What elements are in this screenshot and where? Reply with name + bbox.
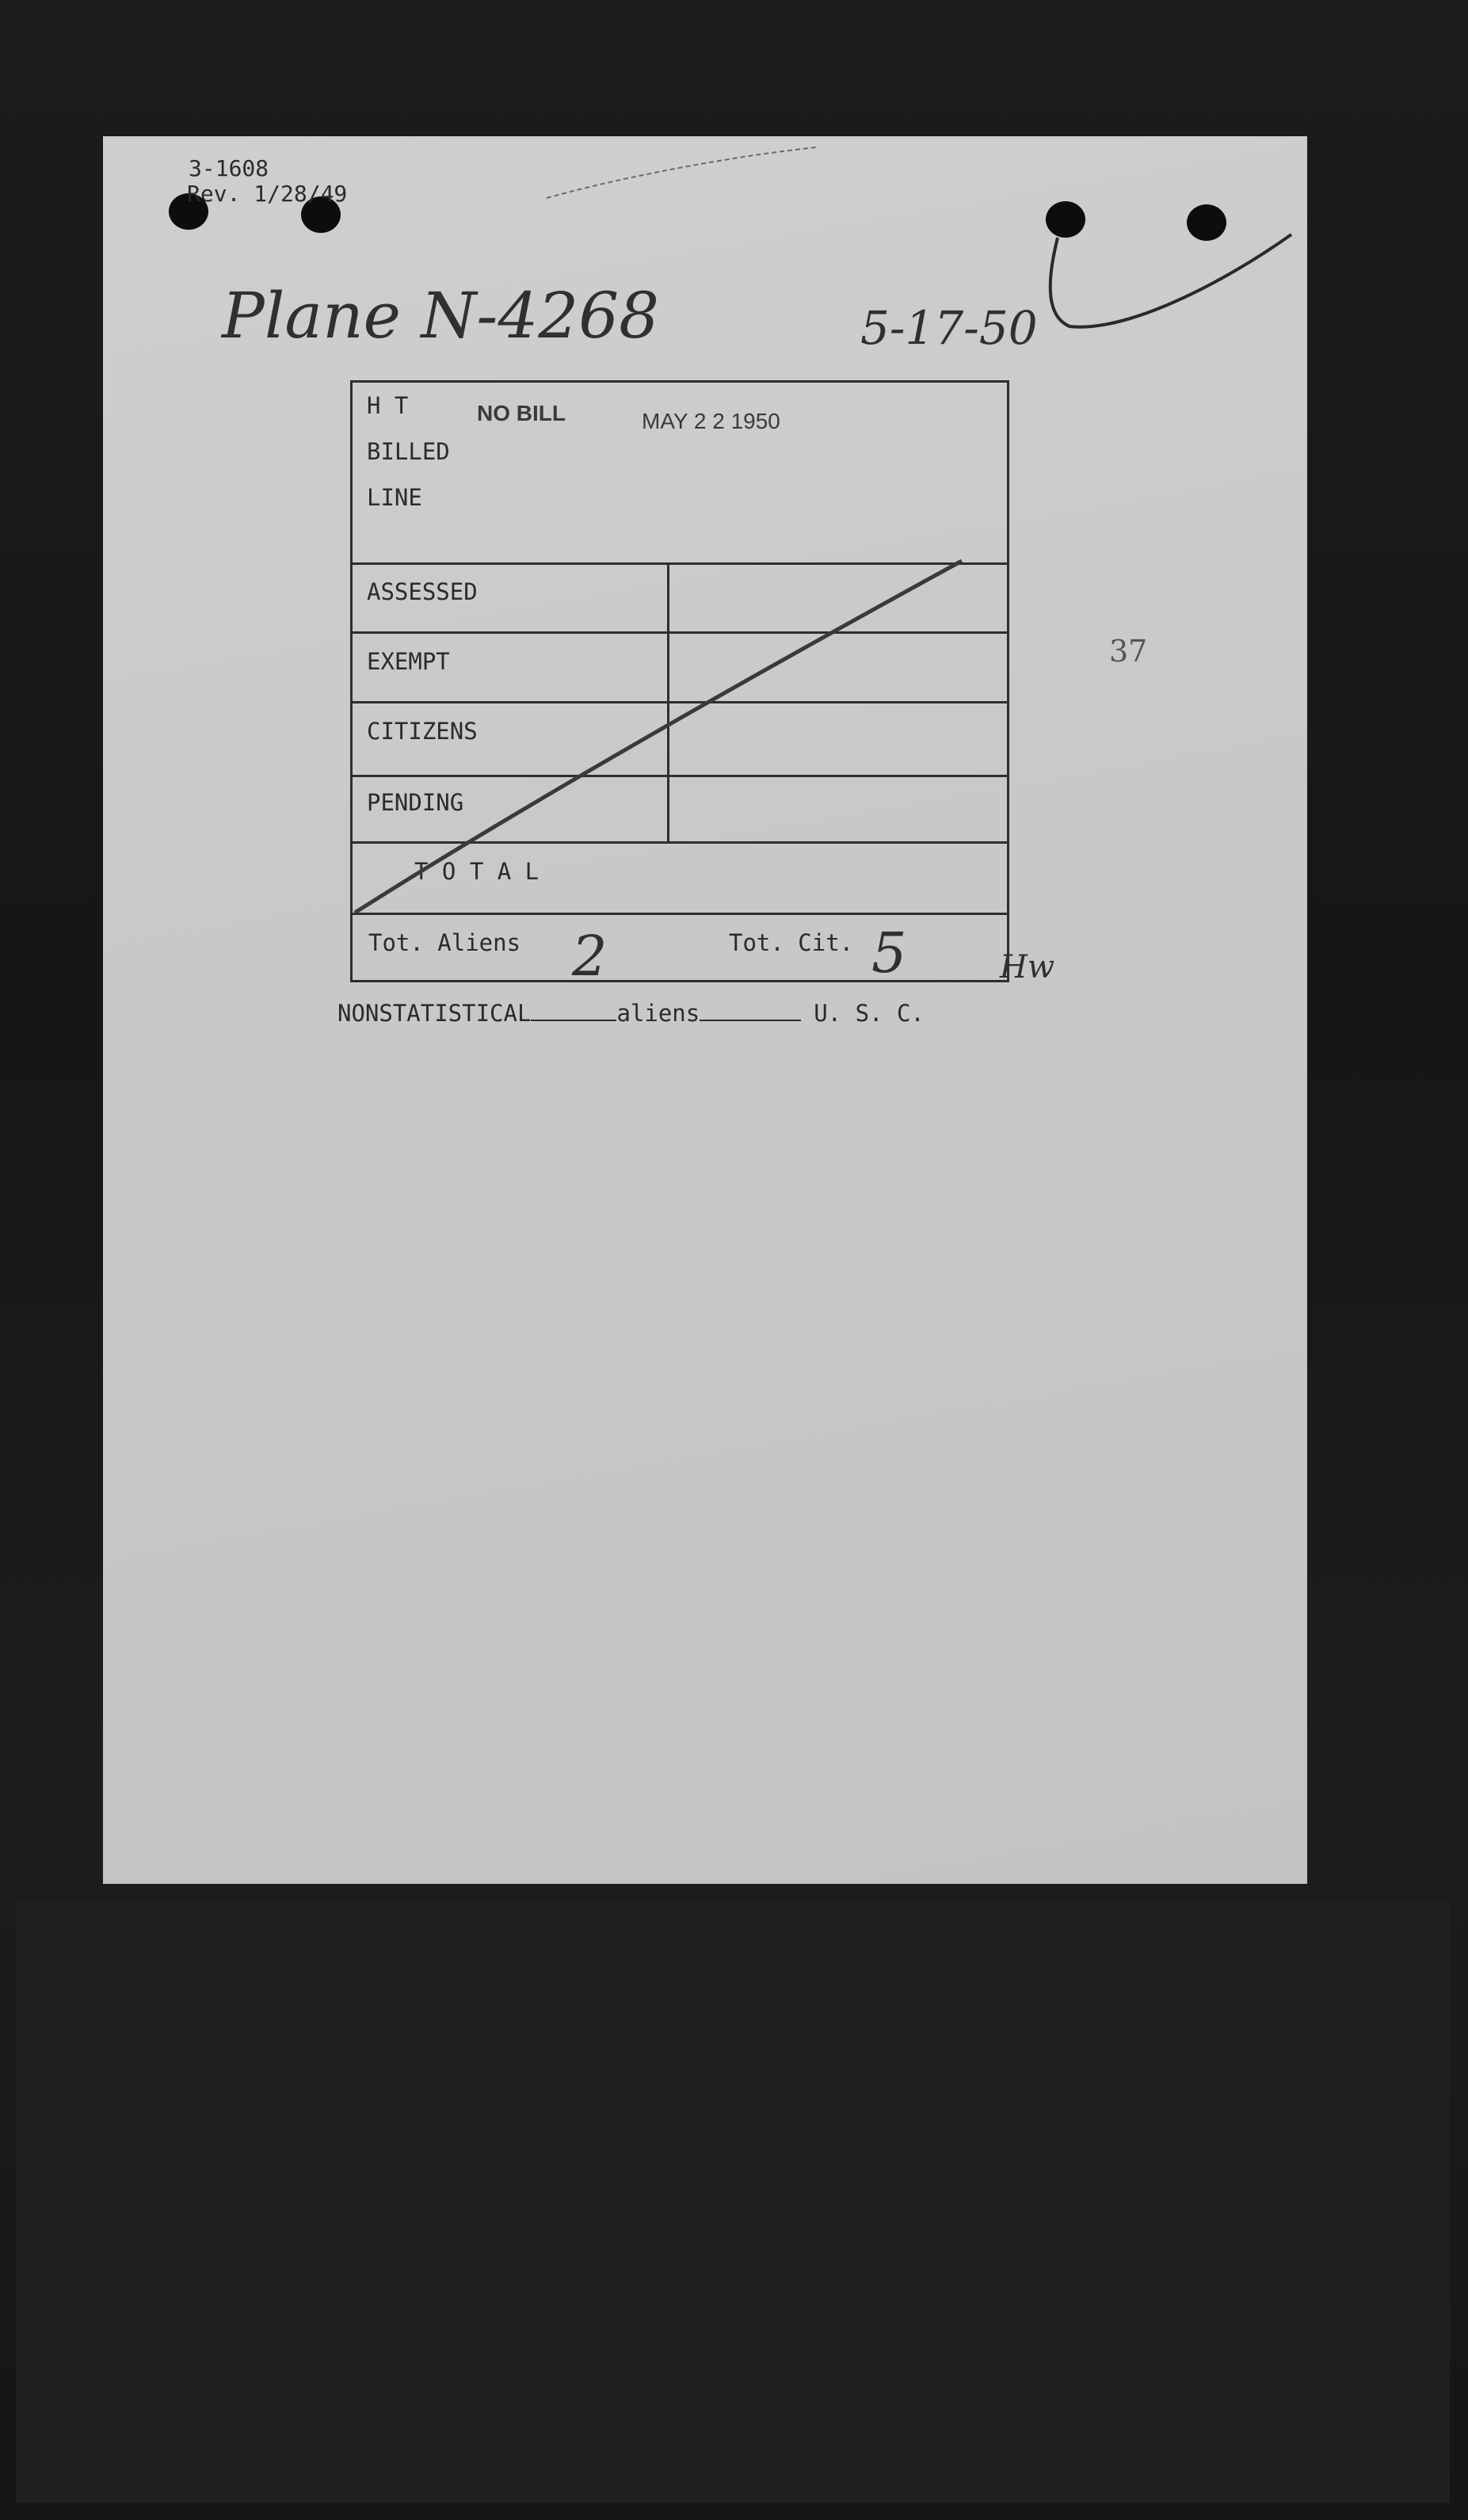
plane-number: Plane N-4268 xyxy=(222,279,660,353)
form-revision: Rev. 1/28/49 xyxy=(187,181,348,207)
label-line: LINE xyxy=(367,484,422,511)
form-number: 3-1608 xyxy=(189,155,269,181)
no-bill-stamp: NO BILL xyxy=(477,401,566,425)
citizens-count: 5 xyxy=(871,921,907,986)
handwritten-date: 5-17-50 xyxy=(860,301,1038,355)
label-billed: BILLED xyxy=(367,438,450,465)
header-scribble xyxy=(547,147,816,198)
cancel-stroke xyxy=(355,561,962,913)
aliens-label: aliens xyxy=(616,1000,700,1027)
label-pending: PENDING xyxy=(367,789,464,816)
label-total: T O T A L xyxy=(414,858,540,885)
received-date-stamp: MAY 2 2 1950 xyxy=(642,409,780,433)
label-citizens: CITIZENS xyxy=(367,718,478,745)
label-ht: H T xyxy=(367,392,409,419)
usc-label: U. S. C. xyxy=(814,1000,925,1027)
initials: Hw xyxy=(1000,949,1055,986)
page-number: 37 xyxy=(1109,634,1148,669)
label-exempt: EXEMPT xyxy=(367,648,450,675)
nonstatistical-label: NONSTATISTICAL xyxy=(337,1000,532,1027)
label-assessed: ASSESSED xyxy=(367,578,478,605)
connector-stroke xyxy=(1050,234,1291,327)
label-tot-aliens: Tot. Aliens xyxy=(368,929,521,956)
aliens-count: 2 xyxy=(572,924,608,989)
label-tot-cit: Tot. Cit. xyxy=(729,929,854,956)
